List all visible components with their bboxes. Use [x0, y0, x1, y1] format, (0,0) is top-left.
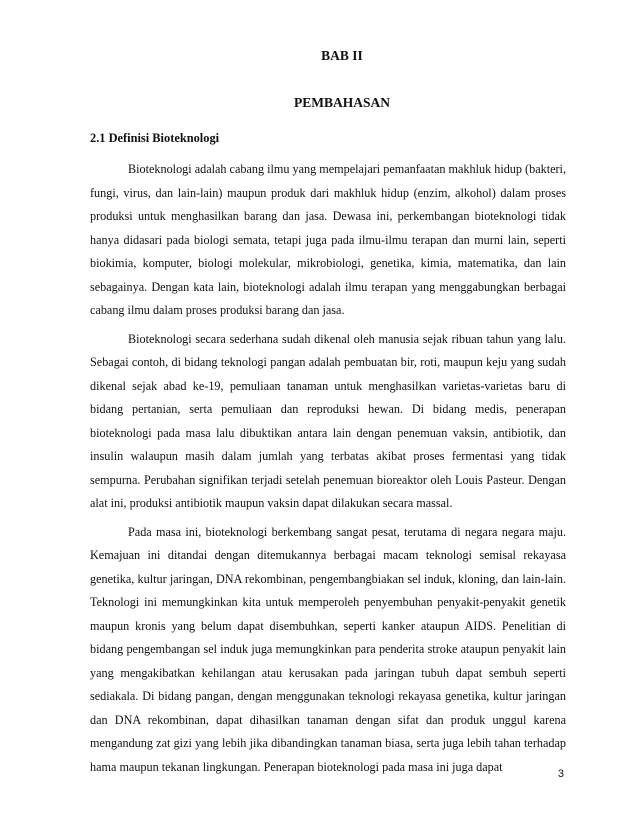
- chapter-title: BAB II: [321, 48, 363, 63]
- paragraph-definition: Bioteknologi adalah cabang ilmu yang mempelajari pemanfaatan makhluk hidup (bakteri, fungi, virus, dan lain-lain) maupun produk dari makhluk hidup (enzim, alkohol) dalam proses produksi untuk menghasilkan barang dan jasa. Dewasa ini, perkembangan bioteknologi tidak hanya didasari pada biologi semata, tetapi juga pada ilmu-ilmu terapan dan murni lain, seperti biokimia, komputer, biologi molekular, mikrobiologi, genetika, kimia, matematika, dan lain sebagainya. Dengan kata lain, bioteknologi adalah ilmu terapan yang menggabungkan berbagai cabang ilmu dalam proses produksi barang dan jasa.: [90, 162, 566, 317]
- chapter-subtitle: PEMBAHASAN: [293, 95, 390, 110]
- paragraph-history: Bioteknologi secara sederhana sudah dikenal oleh manusia sejak ribuan tahun yang lalu. Sebagai contoh, di bidang teknologi pangan adalah pembuatan bir, roti, maupun keju yang sudah dikenal sejak abad ke-19, pemuliaan tanaman untuk menghasilkan varietas-varietas baru di bidang pertanian, serta pemuliaan dan reproduksi hewan. Di bidang medis, penerapan bioteknologi pada masa lalu dibuktikan antara lain dengan penemuan vaksin, antibiotik, dan insulin walaupun masih dalam jumlah yang terbatas akibat proses fermentasi yang tidak sempurna. Perubahan signifikan terjadi setelah penemuan bioreaktor oleh Louis Pasteur. Dengan alat ini, produksi antibiotik maupun vaksin dapat dilakukan secara massal.: [90, 331, 566, 510]
- body-text: [90, 158, 566, 784]
- section-heading: 2.1 Definisi Bioteknologi: [90, 131, 220, 145]
- page-number: 3: [557, 768, 564, 780]
- paragraph-current-development: Pada masa ini, bioteknologi berkembang sangat pesat, terutama di negara negara maju. Kemajuan ini ditandai dengan ditemukannya berbagai macam teknologi semisal rekayasa genetika, kultur jaringan, DNA rekombinan, pengembangbiakan sel induk, kloning, dan lain-lain. Teknologi ini memungkinkan kita untuk memperoleh penyembuhan penyakit-penyakit genetik maupun kronis yang belum dapat disembuhkan, seperti kanker ataupun AIDS. Penelitian di bidang pengembangan sel induk juga memungkinkan para penderita stroke ataupun penyakit lain yang mengakibatkan kehilangan atau kerusakan pada jaringan tubuh dapat sembuh seperti sediakala. Di bidang pangan, dengan menggunakan teknologi rekayasa genetika, kultur jaringan dan DNA rekombinan, dapat dihasilkan tanaman dengan sifat dan produk unggul karena mengandung zat gizi yang lebih jika dibandingkan tanaman biasa, serta juga lebih tahan terhadap hama maupun tekanan lingkungan. Penerapan bioteknologi pada masa ini juga dapat: [90, 524, 566, 774]
